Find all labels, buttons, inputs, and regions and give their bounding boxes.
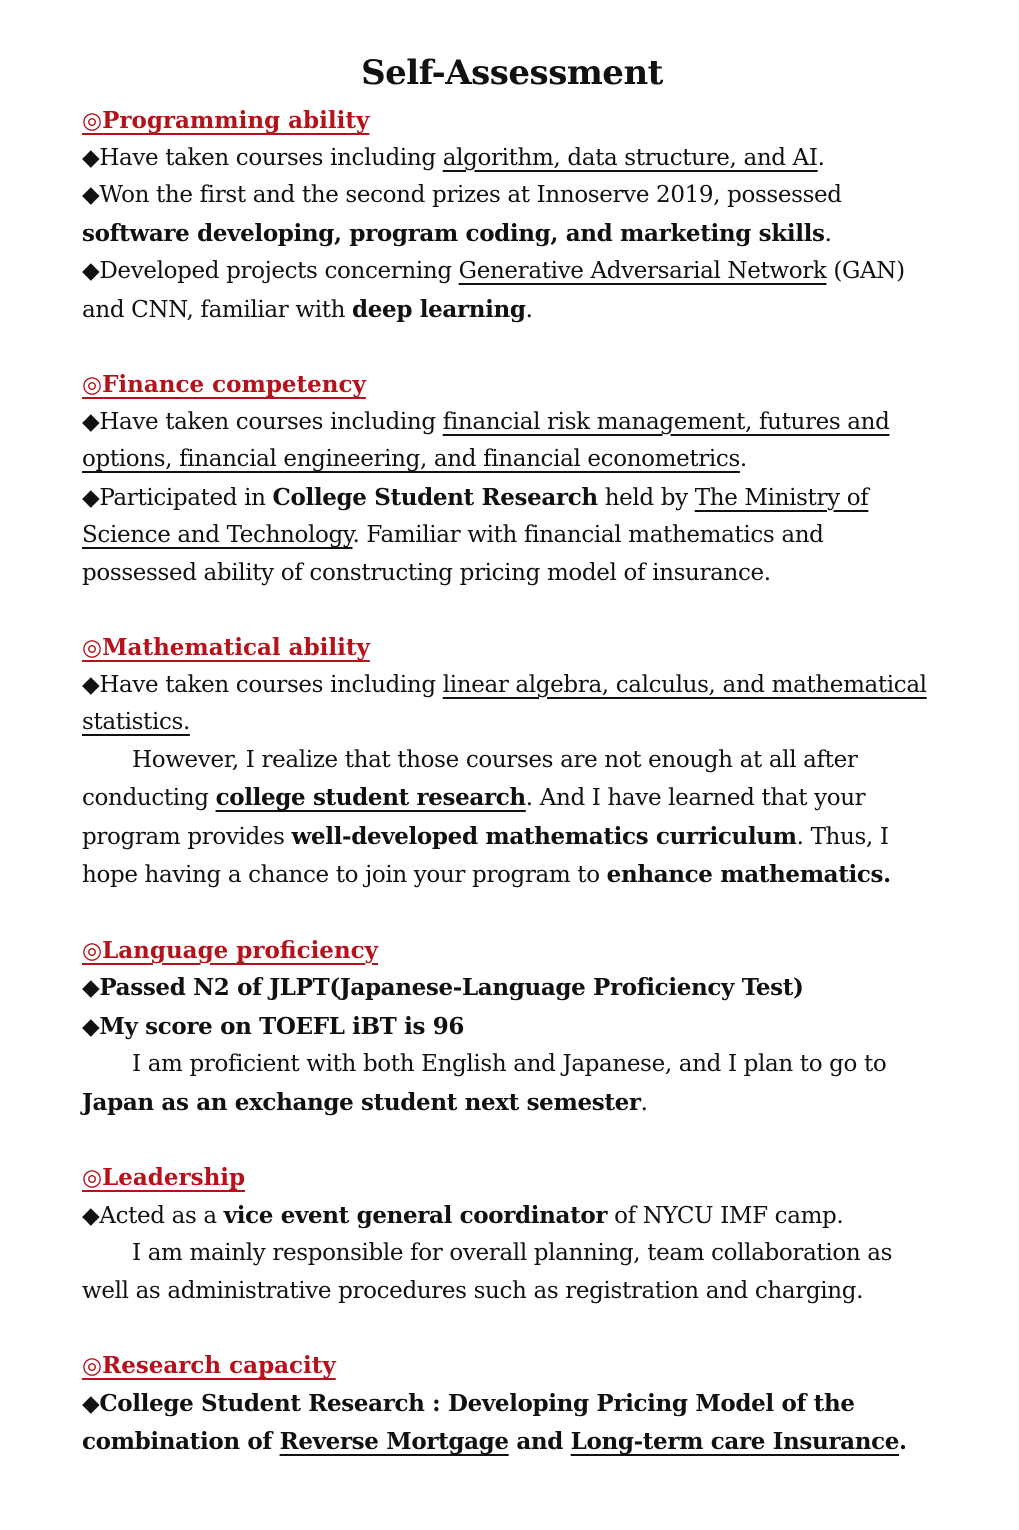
section-finance: [82, 366, 942, 592]
section-leadership: [82, 1159, 942, 1310]
bullet-item: ◆Passed N2 of JLPT(Japanese-Language Proficiency Test): [82, 974, 804, 1001]
heading-mark: ◎: [82, 371, 103, 398]
bullet-item: ◆College Student Research : Developing Pricing Model of the combination of Reverse Mortgage and Long-term care Insurance.: [82, 1389, 907, 1455]
heading-text: Research capacity: [102, 1352, 336, 1379]
bullet-icon: ◆: [82, 182, 100, 208]
bullet-icon: ◆: [82, 144, 100, 171]
section-heading: [82, 366, 942, 404]
bullet-icon: ◆: [82, 975, 100, 1001]
heading-mark: ◎: [82, 936, 103, 964]
bullet-item: ◆Acted as a vice event general coordinator of NYCU IMF camp.: [82, 1201, 844, 1229]
document-page: [82, 50, 942, 1462]
paragraph: However, I realize that those courses are not enough at all after conducting college student research. And I have learned that your program provides well-developed mathematics curriculum. Thus, I hope having a chance to join your program to enhance mathematics.: [82, 746, 891, 888]
bullet-icon: ◆: [82, 1013, 100, 1040]
section-heading: [82, 1159, 942, 1197]
bullet-icon: ◆: [82, 258, 100, 284]
paragraph: I am mainly responsible for overall planning, team collaboration as well as administrative procedures such as registration and charging.: [82, 1240, 893, 1304]
section-heading: [82, 1347, 942, 1385]
bullet-item: ◆Have taken courses including algorithm, data structure, and AI.: [82, 144, 825, 171]
page-title: Self-Assessment: [361, 53, 663, 93]
bullet-item: ◆Developed projects concerning Generative Adversarial Network (GAN) and CNN, familiar with deep learning.: [82, 258, 905, 323]
section-language: [82, 932, 942, 1123]
section-math: [82, 629, 942, 895]
heading-text: Programming ability: [102, 107, 370, 134]
heading-mark: ◎: [82, 1164, 103, 1191]
bullet-item: ◆My score on TOEFL iBT is 96: [82, 1012, 465, 1040]
heading-text: Mathematical ability: [102, 634, 370, 661]
heading-mark: ◎: [82, 634, 103, 661]
heading-mark: ◎: [82, 1352, 103, 1379]
bullet-item: ◆Have taken courses including financial risk management, futures and options, financial engineering, and financial econometrics.: [82, 408, 890, 472]
bullet-item: ◆Won the first and the second prizes at Innoserve 2019, possessed software developing, program coding, and marketing skills.: [82, 182, 842, 247]
bullet-icon: ◆: [82, 484, 100, 511]
section-heading: [82, 102, 942, 140]
paragraph: I am proficient with both English and Japanese, and I plan to go to Japan as an exchange student next semester.: [82, 1051, 887, 1116]
section-research: [82, 1347, 942, 1462]
bullet-item: ◆Have taken courses including linear algebra, calculus, and mathematical statistics.: [82, 671, 927, 735]
heading-text: Language proficiency: [102, 936, 379, 964]
bullet-icon: ◆: [82, 408, 100, 435]
heading-text: Leadership: [102, 1164, 246, 1191]
bullet-item: ◆Participated in College Student Research held by The Ministry of Science and Technology. Familiar with financial mathematics and possessed ability of constructing pricing model of insurance.: [82, 483, 869, 586]
bullet-icon: ◆: [82, 1202, 100, 1229]
heading-mark: ◎: [82, 107, 103, 134]
section-heading: [82, 629, 942, 667]
bullet-icon: ◆: [82, 671, 100, 698]
heading-text: Finance competency: [102, 371, 366, 398]
section-programming: [82, 102, 942, 329]
section-heading: [82, 932, 942, 970]
bullet-icon: ◆: [82, 1389, 100, 1417]
